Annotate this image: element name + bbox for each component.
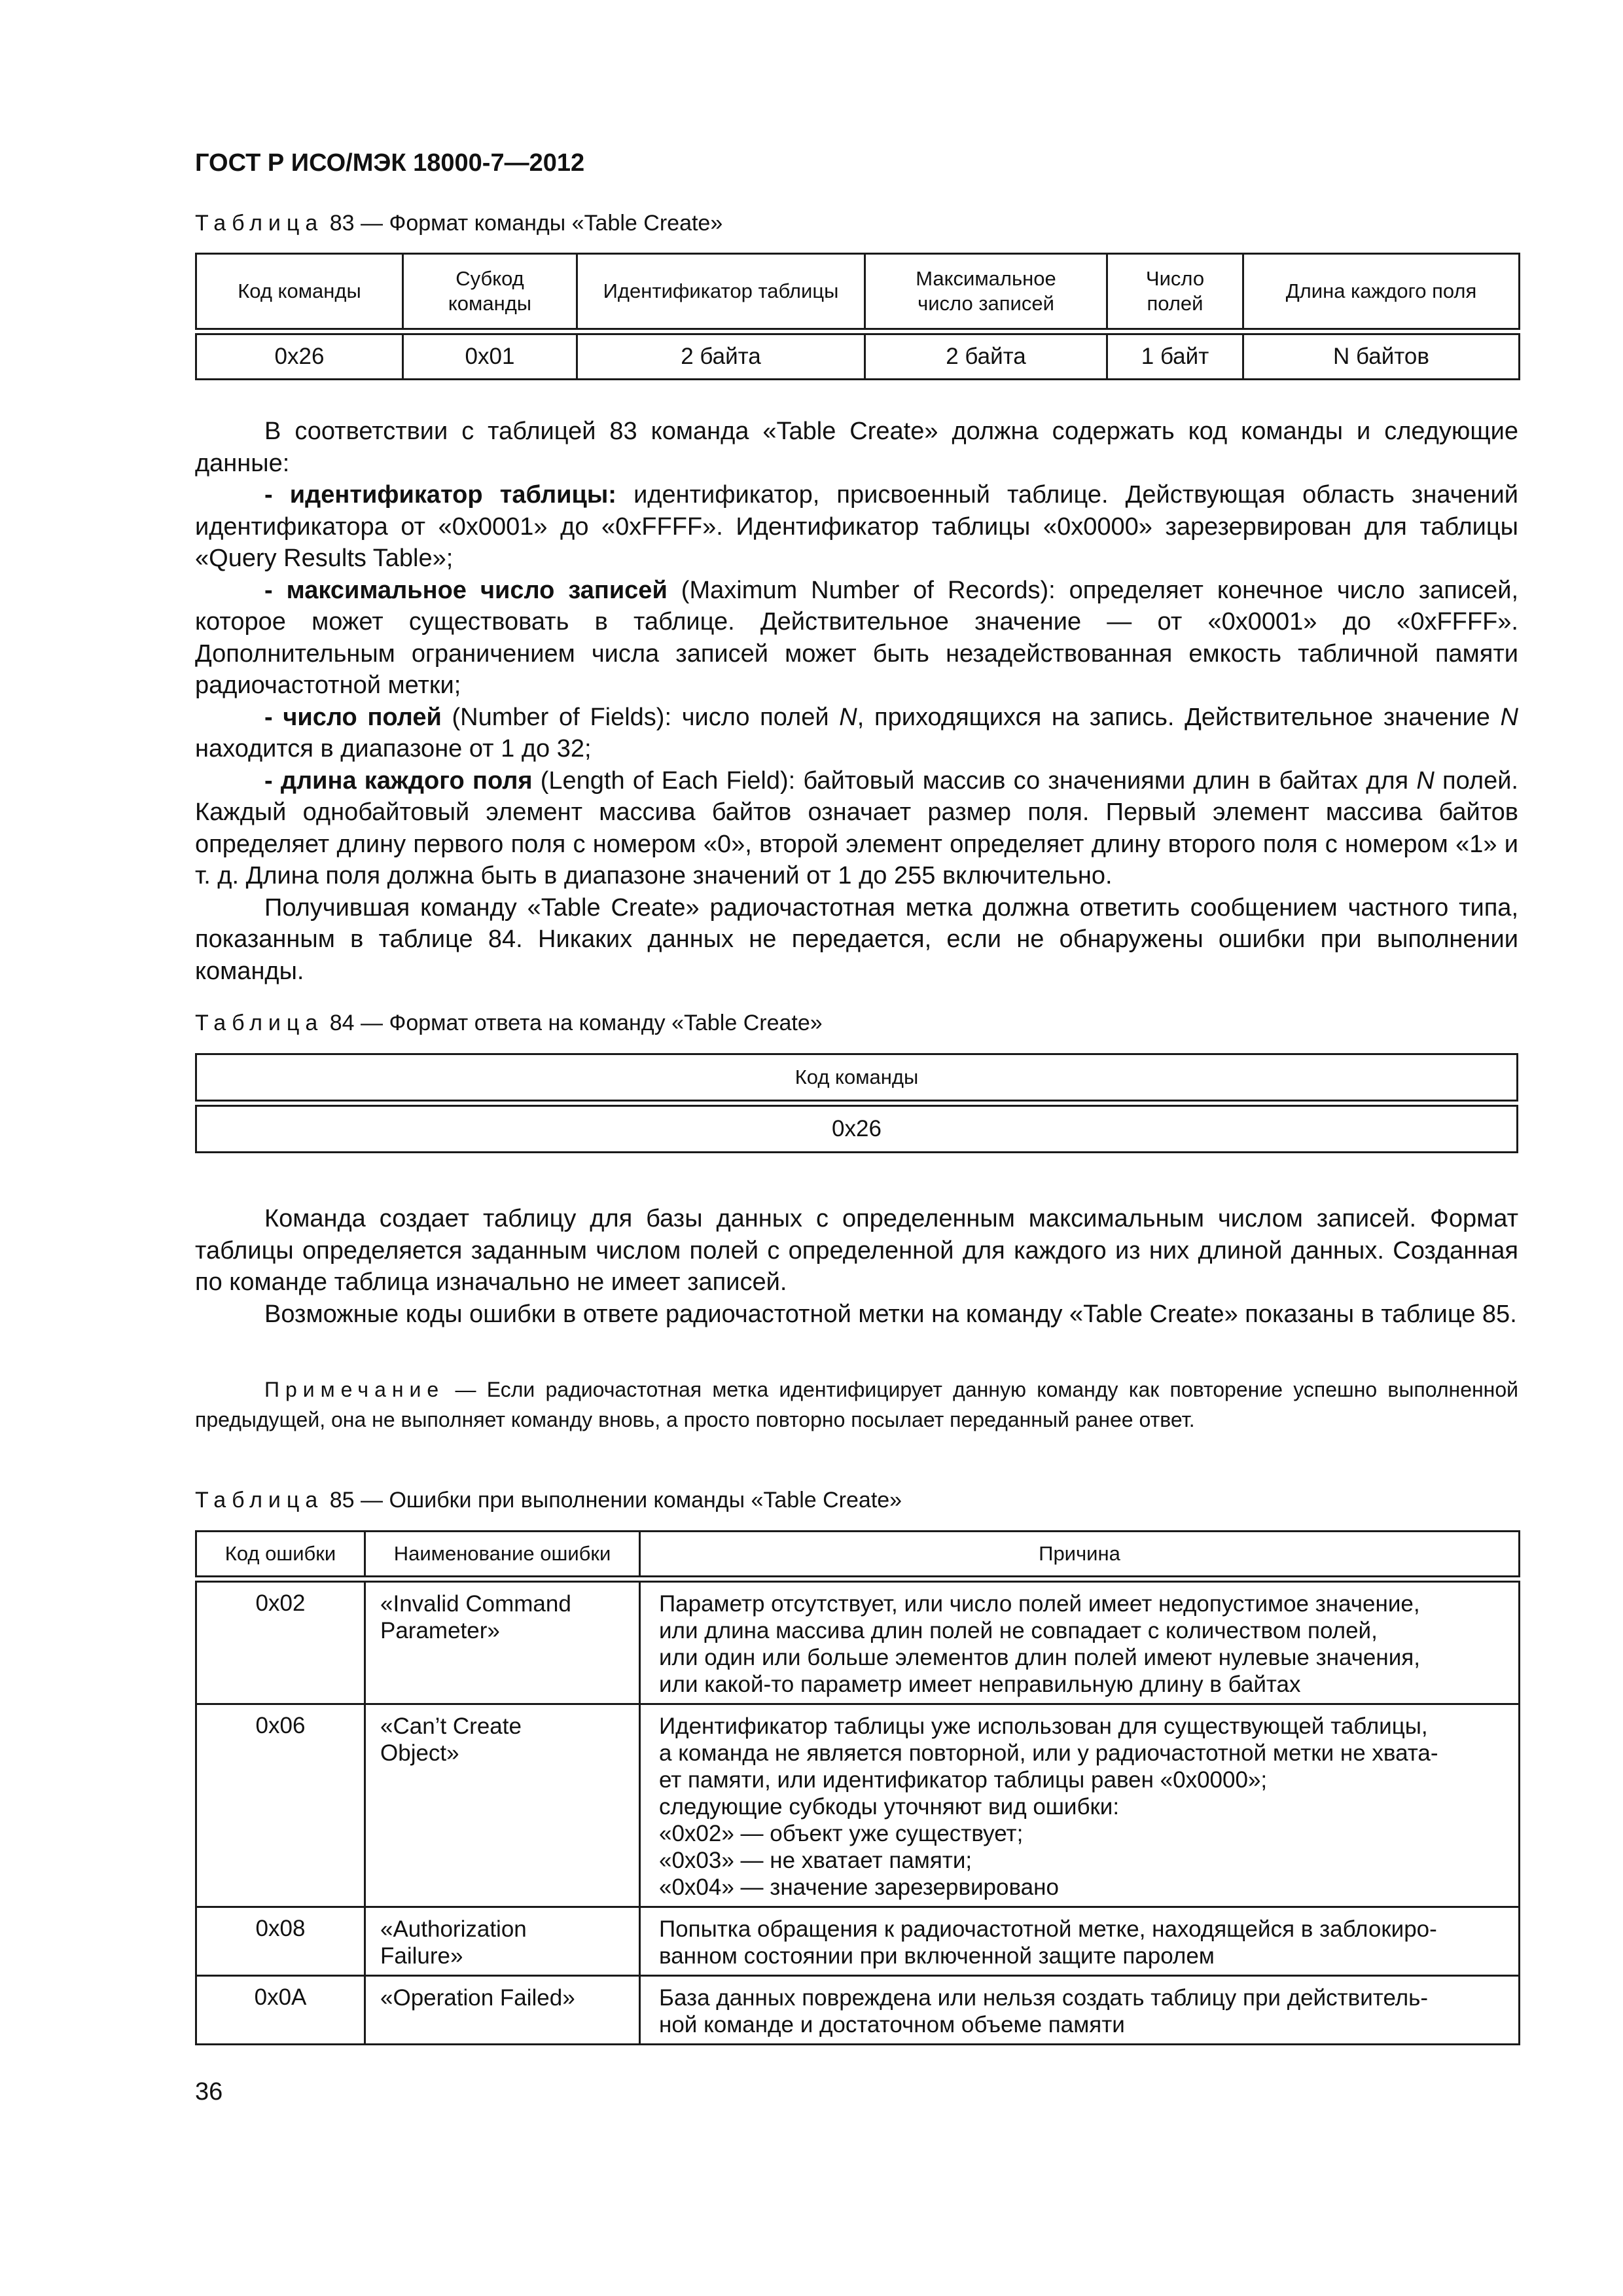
error-reason — [640, 1976, 1520, 2045]
error-code: 0x06 — [196, 1704, 365, 1907]
table-84-caption — [195, 1011, 823, 1036]
cell-line: Параметр отсутствует, или число полей имеет недопустимое значение, — [659, 1591, 1420, 1617]
variable: N — [839, 703, 857, 731]
term: - длина каждого поля — [264, 766, 533, 795]
cell-line: База данных повреждена или нельзя создать таблицу при действитель- — [659, 1985, 1429, 2011]
table-cell: 0x01 — [403, 334, 577, 380]
definition: (Number of Fields): число полей — [441, 703, 840, 731]
header-line: Число — [1145, 267, 1205, 290]
table-row — [196, 1976, 1520, 2045]
variable: N — [1500, 703, 1518, 731]
paragraph — [195, 702, 1518, 765]
error-reason — [640, 1704, 1520, 1907]
cell-line: «Operation Failed» — [380, 1985, 575, 2011]
cell-line: следующие субкоды уточняют вид ошибки: — [659, 1794, 1120, 1820]
caption-title: 84 — Формат ответа на команду «Table Create» — [329, 1011, 823, 1035]
note-body: — Если радиочастотная метка идентифицирует данную команду как повторение успешно выполненной предыдущей, она не выполняет команду вновь, а просто повторно посылает переданный ранее ответ. — [195, 1378, 1518, 1431]
header-line: полей — [1147, 292, 1204, 315]
header-cell: Код команды — [196, 1054, 1518, 1101]
document-header: ГОСТ Р ИСО/МЭК 18000-7—2012 — [195, 149, 585, 177]
header-cell — [403, 254, 577, 329]
error-code: 0x0A — [196, 1976, 365, 2045]
term: - максимальное число записей — [264, 576, 668, 604]
paragraph — [195, 575, 1518, 702]
header-cell: Идентификатор таблицы — [577, 254, 865, 329]
cell-line: или один или больше элементов длин полей имеют нулевые значения, — [659, 1645, 1420, 1670]
body-text-2 — [195, 1203, 1518, 1330]
caption-title: 83 — Формат команды «Table Create» — [329, 211, 723, 236]
variable: N — [1416, 766, 1435, 795]
table-gap — [196, 1101, 1518, 1106]
body-text-1 — [195, 416, 1518, 987]
cell-line: «Invalid Command — [380, 1591, 571, 1617]
table-83 — [195, 253, 1520, 380]
table-row — [196, 1907, 1520, 1976]
error-name — [365, 1582, 640, 1704]
page-number: 36 — [195, 2078, 223, 2106]
paragraph — [195, 765, 1518, 892]
caption-title: 85 — Ошибки при выполнении команды «Table Create» — [329, 1488, 902, 1513]
paragraph: Команда создает таблицу для базы данных с определенным максимальным числом записей. Формат таблицы определяется заданным числом полей с определенной для каждого из них длиной данных. Созданная по команде таблица изначально не имеет записей. — [195, 1205, 1518, 1296]
note-label: Примечание — [264, 1378, 445, 1401]
note-text — [195, 1374, 1518, 1435]
table-header-row — [196, 1532, 1520, 1577]
definition: , приходящихся на запись. Действительное значение — [857, 703, 1501, 731]
table-cell: 0x26 — [196, 1106, 1518, 1153]
error-name — [365, 1907, 640, 1976]
definition: (Length of Each Field): байтовый массив со значениями длин в байтах для — [532, 766, 1417, 795]
definition: находится в диапазоне от 1 до 32; — [195, 735, 592, 762]
table-cell: 2 байта — [577, 334, 865, 380]
cell-line: Попытка обращения к радиочастотной метке, находящейся в заблокиро- — [659, 1916, 1437, 1942]
cell-line: «Authorization — [380, 1916, 527, 1942]
cell-line: ет памяти, или идентификатор таблицы равен «0x0000»; — [659, 1767, 1268, 1793]
error-name — [365, 1704, 640, 1907]
cell-line: а команда не является повторной, или у радиочастотной метки не хвата- — [659, 1740, 1438, 1766]
header-cell: Длина каждого поля — [1243, 254, 1520, 329]
table-gap — [196, 329, 1520, 334]
header-cell: Код команды — [196, 254, 403, 329]
cell-line: или длина массива длин полей не совпадает с количеством полей, — [659, 1618, 1378, 1643]
header-line: Максимальное — [916, 267, 1056, 290]
header-cell: Наименование ошибки — [365, 1532, 640, 1577]
table-cell: 1 байт — [1107, 334, 1243, 380]
definition: полей. Каждый однобайтовый элемент массива байтов означает размер поля. Первый элемент массива байтов определяет длину первого поля с номером «0», второй элемент определяет длину второго поля с номером «1» и т. д. Длина поля должна быть в диапазоне значений от 1 до 255 включительно. — [195, 766, 1518, 889]
paragraph — [195, 479, 1518, 575]
term: - число полей — [264, 703, 442, 731]
table-cell: N байтов — [1243, 334, 1520, 380]
caption-label: Таблица — [195, 211, 324, 236]
cell-line: Failure» — [380, 1943, 463, 1969]
table-header-row — [196, 254, 1520, 329]
error-reason — [640, 1907, 1520, 1976]
cell-line: или какой-то параметр имеет неправильную длину в байтах — [659, 1672, 1301, 1697]
header-cell: Код ошибки — [196, 1532, 365, 1577]
cell-line: ванном состоянии при включенной защите паролем — [659, 1943, 1215, 1969]
definition: (Maximum Number of Records): определяет конечное число записей, которое может существовать в таблице. Действительное значение — от «0x0001» до «0xFFFF». Дополнительным ограничением числа записей может быть незадействованная емкость табличной памяти радиочастотной метки; — [195, 576, 1518, 699]
paragraph: Возможные коды ошибки в ответе радиочастотной метки на команду «Table Create» показаны в таблице 85. — [264, 1300, 1517, 1328]
table-85 — [195, 1530, 1520, 2045]
table-84 — [195, 1053, 1518, 1153]
table-row — [196, 1106, 1518, 1153]
header-line: Субкод — [455, 267, 524, 290]
table-header-row — [196, 1054, 1518, 1101]
error-code: 0x08 — [196, 1907, 365, 1976]
table-row — [196, 1704, 1520, 1907]
table-85-caption — [195, 1488, 902, 1513]
error-name — [365, 1976, 640, 2045]
error-code: 0x02 — [196, 1582, 365, 1704]
header-line: число записей — [918, 292, 1054, 315]
cell-line: Parameter» — [380, 1618, 500, 1643]
header-cell — [1107, 254, 1243, 329]
paragraph: Получившая команду «Table Create» радиочастотная метка должна ответить сообщением частного типа, показанным в таблице 84. Никаких данных не передается, если не обнаружены ошибки при выполнении команды. — [195, 893, 1518, 985]
caption-label: Таблица — [195, 1488, 324, 1513]
paragraph: В соответствии с таблицей 83 команда «Table Create» должна содержать код команды и следующие данные: — [195, 418, 1518, 477]
table-row — [196, 334, 1520, 380]
table-cell: 2 байта — [865, 334, 1107, 380]
definition: идентификатор, присвоенный таблице. Действующая область значений идентификатора от «0x0001» до «0xFFFF». Идентификатор таблицы «0x0000» зарезервирован для таблицы «Query Results Table»; — [195, 481, 1518, 572]
cell-line: Идентификатор таблицы уже использован для существующей таблицы, — [659, 1713, 1428, 1739]
table-row — [196, 1582, 1520, 1704]
header-line: команды — [448, 292, 532, 315]
table-cell: 0x26 — [196, 334, 403, 380]
table-gap — [196, 1577, 1520, 1582]
cell-line: «0x03» — не хватает памяти; — [659, 1848, 972, 1873]
error-reason — [640, 1582, 1520, 1704]
cell-line: «0x04» — значение зарезервировано — [659, 1874, 1059, 1900]
cell-line: Object» — [380, 1740, 459, 1766]
note — [195, 1374, 1518, 1435]
cell-line: «0x02» — объект уже существует; — [659, 1821, 1024, 1846]
header-cell: Причина — [640, 1532, 1520, 1577]
cell-line: «Can’t Create — [380, 1713, 522, 1739]
cell-line: ной команде и достаточном объеме памяти — [659, 2012, 1125, 2037]
caption-label: Таблица — [195, 1011, 324, 1035]
table-83-caption — [195, 211, 722, 236]
term: - идентификатор таблицы: — [264, 481, 616, 509]
header-cell — [865, 254, 1107, 329]
